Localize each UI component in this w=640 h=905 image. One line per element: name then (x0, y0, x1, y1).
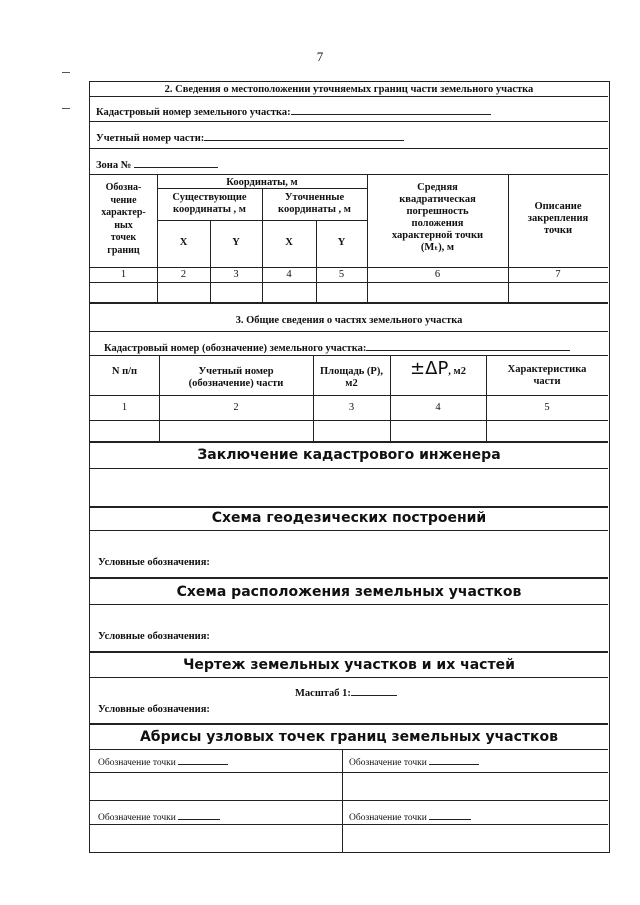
col-number: 2 (233, 402, 239, 413)
section3-title: 3. Общие сведения о частях земельного участка (235, 315, 463, 326)
col-existing: Существующие координаты , м (172, 192, 247, 215)
section3-cadastral-field[interactable] (366, 340, 570, 351)
account-number-label: Учетный номер части: (96, 133, 205, 144)
col-delta (390, 358, 486, 379)
zone-label: Зона № (96, 160, 132, 171)
col-points: Обозна- чение характер- ных точек границ (101, 182, 146, 256)
geodetic-title: Схема геодезических построений (211, 510, 487, 526)
page-number: 7 (316, 49, 324, 64)
abris-title: Абрисы узловых точек границ земельных участков (139, 729, 559, 745)
col-number: 3 (233, 269, 239, 280)
drawing-title: Чертеж земельных участков и их частей (183, 657, 515, 673)
col-number: 7 (555, 269, 561, 280)
col-np: N п/п (111, 366, 138, 377)
col-description: Описание закрепления точки (527, 201, 589, 236)
account-number-field[interactable] (204, 130, 404, 141)
abris-point-label: Обозначение точки (98, 758, 176, 768)
col-y-refined: Y (337, 237, 346, 248)
col-y-existing: Y (232, 237, 240, 248)
col-x-refined: X (285, 237, 293, 248)
zone-row (96, 157, 218, 171)
col-area: Площадь (P), м2 (320, 366, 383, 389)
col-number: 3 (348, 402, 355, 413)
abris-point-field[interactable] (429, 754, 479, 765)
abris-point-label: Обозначение точки (349, 813, 427, 823)
section2-account-row (96, 130, 404, 144)
col-coords: Координаты, м (226, 177, 298, 188)
col-number: 6 (434, 269, 441, 280)
geodetic-legend: Условные обозначения: (98, 557, 210, 568)
abris-point-label: Обозначение точки (98, 813, 176, 823)
conclusion-title: Заключение кадастрового инженера (197, 447, 501, 463)
form-frame (89, 81, 610, 853)
section3-cadastral-label: Кадастровый номер (обозначение) земельного участка: (104, 343, 367, 354)
scale-field[interactable] (351, 685, 397, 696)
drawing-legend: Условные обозначения: (98, 704, 210, 715)
col-account: Учетный номер (обозначение) части (188, 366, 284, 389)
abris-point-4 (349, 809, 471, 823)
section3-cadastral-row (104, 340, 570, 354)
abris-point-1 (98, 754, 228, 768)
abris-point-label: Обозначение точки (349, 758, 427, 768)
abris-point-field[interactable] (429, 809, 471, 820)
scale-label: Масштаб 1: (295, 688, 351, 699)
col-error: Средняя квадратическая погрешность положения характерной точки (Mₜ), м (391, 182, 484, 253)
abris-point-2 (349, 754, 479, 768)
layout-scheme-title: Схема расположения земельных участков (176, 584, 522, 600)
layout-scheme-legend: Условные обозначения: (98, 631, 210, 642)
margin-mark (62, 108, 70, 109)
col-number: 5 (338, 269, 345, 280)
zone-field[interactable] (134, 157, 218, 168)
col-x-existing: X (179, 237, 188, 248)
abris-point-field[interactable] (178, 754, 228, 765)
col-refined: Уточненные координаты , м (278, 192, 351, 215)
col-number: 4 (286, 269, 292, 280)
cadastral-number-field[interactable] (291, 104, 491, 115)
section2-cadastral-row (96, 104, 491, 118)
col-delta-unit: , м2 (448, 366, 466, 377)
section2-cadastral-label: Кадастровый номер земельного участка: (96, 107, 291, 118)
col-characteristic: Характеристика части (507, 364, 587, 387)
abris-point-field[interactable] (178, 809, 220, 820)
section2-title: 2. Сведения о местоположении уточняемых границ части земельного участка (164, 84, 534, 95)
col-number: 1 (120, 269, 127, 280)
col-number: 1 (121, 402, 128, 413)
col-number: 2 (180, 269, 187, 280)
scale-row (295, 685, 397, 699)
col-number: 4 (435, 402, 441, 413)
abris-point-3 (98, 809, 220, 823)
col-delta-symbol: ±ΔP (410, 358, 449, 379)
margin-mark (62, 72, 70, 73)
col-number: 5 (544, 402, 550, 413)
